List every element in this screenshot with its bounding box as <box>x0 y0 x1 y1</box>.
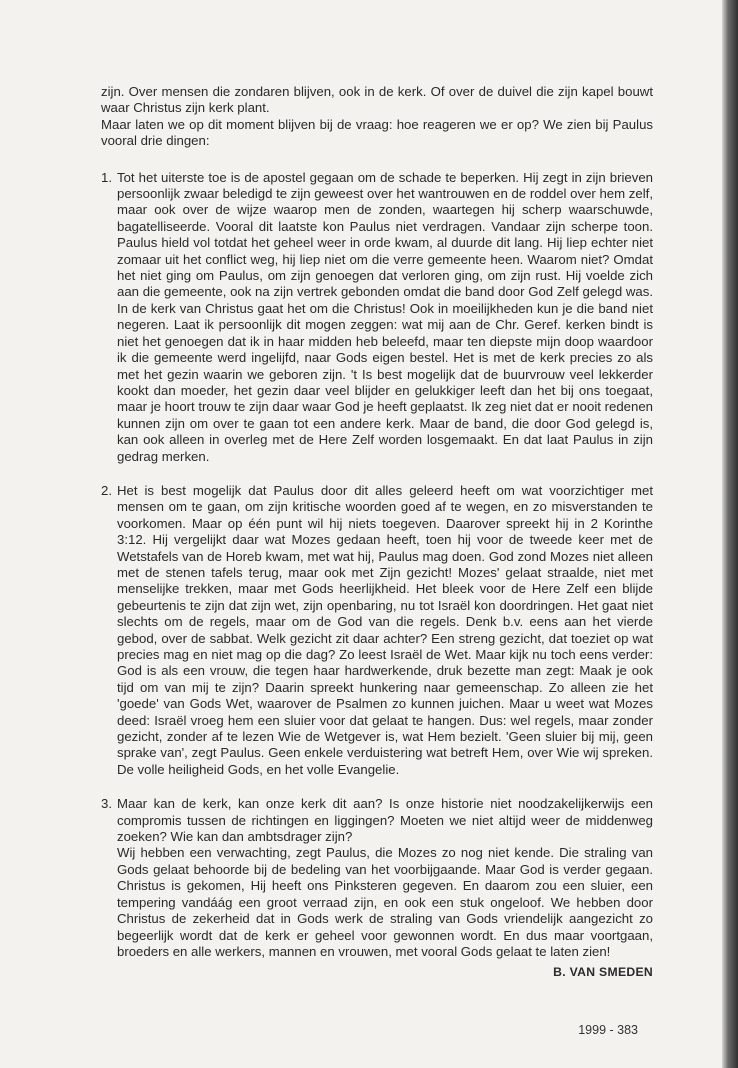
article-body <box>101 84 653 981</box>
intro-section <box>101 84 653 150</box>
point-paragraph: Wij hebben een verwachting, zegt Paulus, die Mozes zo nog niet kende. Die straling van Gods gelaat behoorde bij de bedeling van het voorbijgaande. Maar God is verder gegaan. Christus is gekomen, Hij heeft ons Pinksteren gegeven. En daarom zou een sluier, een tempering vandáág een groot verraad zijn, en ook een stuk ongeloof. We hebben door Christus de zekerheid dat in Gods werk de straling van Gods vriendelijk aangezicht zo begeerlijk wordt dat de kerk er geheel voor gewonnen wordt. En dus maar voortgaan, broeders en alle werkers, mannen en vrouwen, met vooral Gods gelaat te laten zien! <box>117 845 653 959</box>
author-signature: B. VAN SMEDEN <box>553 965 653 980</box>
point-paragraph: Het is best mogelijk dat Paulus door dit alles geleerd heeft om wat voorzichtiger met mensen om te gaan, om zijn kritische woorden goed af te wegen, en zo misverstanden te voorkomen. Maar op één punt wil hij niets toegeven. Daarover spreekt hij in 2 Korinthe 3:12. Hij vergelijkt daar wat Mozes gedaan heeft, toen hij voor de tweede keer met de Wetstafels van de Horeb kwam, met wat hij, Paulus mag doen. God zond Mozes niet alleen met de stenen tafels terug, maar ook met Zijn gezicht! Mozes' gelaat straalde, niet met menselijke trekken, maar met Gods heerlijkheid. Het bleek voor de Here Zelf een blijde gebeurtenis te zijn dat zijn wet, zijn openbaring, nu tot Israël kon doordringen. Het gaat niet slechts om de regels, maar om de God van die regels. Denk b.v. eens aan het vierde gebod, over de sabbat. Welk gezicht zit daar achter? Een streng gezicht, dat toeziet op wat precies mag en niet mag op die dag? Zo leest Israël de Wet. Maar kijk nu toch eens verder: God is als een vrouw, die tegen haar hardwerkende, druk bezette man zegt: Maak je ook tijd om van mij te zijn? Daarin spreekt hunkering naar gemeenschap. Zo alleen zie het 'goede' van Gods Wet, waarover de Psalmen zo kunnen juichen. Maar u weet wat Mozes deed: Israël vroeg hem een sluier voor dat gelaat te hangen. Dus: wel regels, maar zonder gezicht, zonder af te lezen Wie de Wetgever is, wat Hem bezielt. 'Geen sluier bij mij, geen sprake van', zegt Paulus. Geen enkele verduistering wat betreft Hem, over Wie wij spreken. De volle heiligheid Gods, en het volle Evangelie. <box>117 482 653 777</box>
point-paragraph: Tot het uiterste toe is de apostel gegaan om de schade te beperken. Hij zegt in zijn brieven persoonlijk zwaar beledigd te zijn geweest over het wantrouwen en de roddel over hem zelf, maar ook over de wijze waarop men de zonden, waartegen hij scherp waarschuwde, bagatelliseerde. Vooral dit laatste kon Paulus niet verdragen. Vandaar zijn scherpe toon. Paulus hield vol totdat het geheel weer in orde kwam, al duurde dit lang. Hij liep echter niet zomaar uit het conflict weg, hij liep niet om die verre gemeente heen. Waarom niet? Omdat het niet ging om Paulus, om zijn genoegen dat verloren ging, om zijn rust. Hij voelde zich aan die gemeente, ook na zijn vertrek gebonden omdat die band door God Zelf gelegd was. In de kerk van Christus gaat het om die Christus! Ook in moeilijkheden kun je die band niet negeren. Laat ik persoonlijk dit mogen zeggen: wat mij aan de Chr. Geref. kerken bindt is niet het genoegen dat ik in haar midden heb beleefd, maar ten diepste mijn doop waardoor ik die gemeente werd ingelijfd, naar Gods eigen bestel. Het is met de kerk precies zo als met het gezin waarin we geboren zijn. 't Is best mogelijk dat de buurvrouw veel lekkerder kookt dan moeder, het gezin daar veel blijder en gelukkiger leeft dan het bij ons toegaat, maar je hoort trouw te zijn daar waar God je heeft geplaatst. Ik zeg niet dat er nooit redenen kunnen zijn om over te gaan tot een andere kerk. Maar de band, die door God gelegd is, kan ook alleen in overleg met de Here Zelf worden losgemaakt. En dat laat Paulus in zijn gedrag merken. <box>117 169 653 464</box>
intro-paragraph: zijn. Over mensen die zondaren blijven, ook in de kerk. Of over de duivel die zijn kapel bouwt waar Christus zijn kerk plant. <box>101 84 653 116</box>
scan-edge <box>722 0 738 1068</box>
point-number: 2. <box>101 482 112 498</box>
point-2 <box>101 483 653 778</box>
point-paragraph: Maar kan de kerk, kan onze kerk dit aan? Is onze historie niet noodzakelijkerwijs een compromis tussen de richtingen en liggingen? Moeten we niet altijd weer de middenweg zoeken? Wie kan dan ambtsdrager zijn? <box>117 796 653 845</box>
point-number: 1. <box>101 169 112 185</box>
point-1 <box>101 170 653 465</box>
intro-paragraph: Maar laten we op dit moment blijven bij de vraag: hoe reageren we er op? We zien bij Paulus vooral drie dingen: <box>101 116 653 149</box>
point-number: 3. <box>101 796 112 812</box>
point-3 <box>101 796 653 960</box>
page-number: 1999 - 383 <box>578 1023 638 1037</box>
numbered-points <box>101 170 653 961</box>
